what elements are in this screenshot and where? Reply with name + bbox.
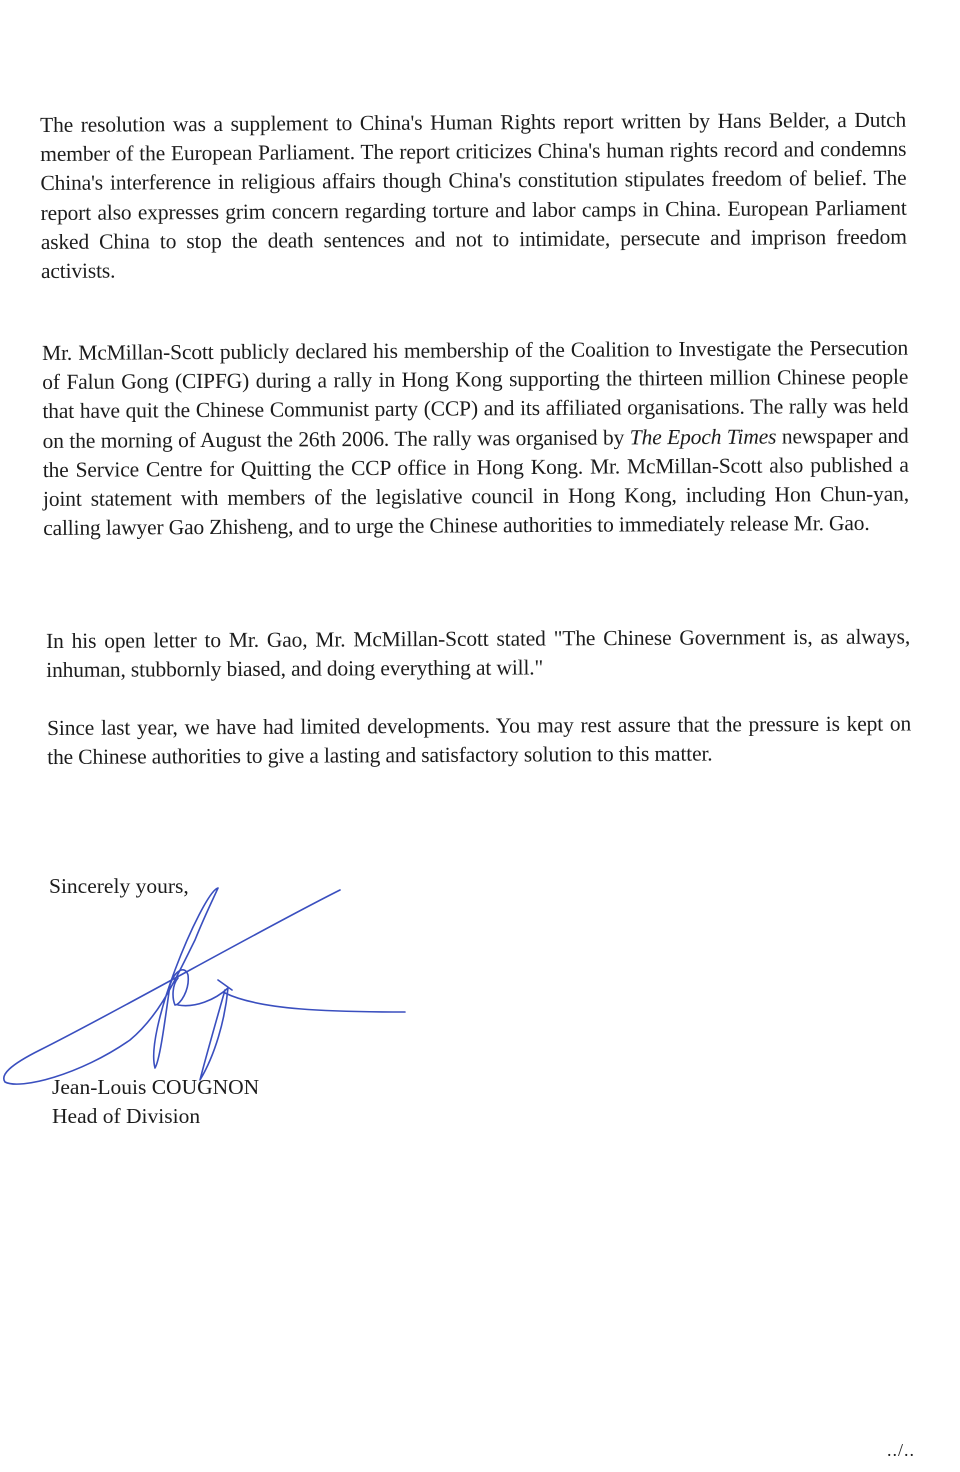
newspaper-title: The Epoch Times [629,423,777,449]
page-continuation-mark: ../.. [887,1440,916,1460]
paragraph-mcmillan-scott [42,333,909,543]
signer-title: Head of Division [52,1104,201,1128]
paragraph-resolution: The resolution was a supplement to China's Human Rights report written by Hans Belder, a Dutch member of the European Parliament. The report criticizes China's human rights record and condemns China's interference in religious affairs though China's constitution stipulates freedom of belief. The report also expresses grim concern regarding torture and labor camps in China. European Parliament asked China to stop the death sentences and not to intimidate, persecute and imprison freedom activists. [40,107,907,283]
paragraph-developments: Since last year, we have had limited developments. You may rest assure that the pressure is kept on the Chinese authorities to give a lasting and satisfactory solution to this matter. [47,710,912,769]
signer-name: Jean-Louis COUGNON [52,1075,260,1099]
paragraph-text: newspaper and the Service Centre for Quitting the CCP office in Hong Kong. Mr. McMillan-Scott also published a joint statement with members of the legislative council in Hong Kong, including Hon Chun-yan, calling lawyer Gao Zhisheng, and to urge the Chinese authorities to immediately release Mr. Gao. [42,422,910,540]
signature-stroke-main [4,888,340,1084]
signature-stroke-g [178,988,228,1080]
signature-stroke-tail [218,980,405,1012]
paragraph-text: Mr. McMillan-Scott publicly declared his membership of the Coalition to Investigate the Persecution of Falun Gong (CIPFG) during a rally in Hong Kong supporting the thirteen million Chinese people that have quit the Chinese Communist party (CCP) and its affiliated organisations. The rally was held on the morning of August the 26th 2006. The rally was organised by [42,335,909,453]
paragraph-open-letter: In his open letter to Mr. Gao, Mr. McMillan-Scott stated "The Chinese Government is, as always, inhuman, stubbornly biased, and doing everything at will." [46,623,911,682]
closing-salutation: Sincerely yours, [49,874,189,898]
